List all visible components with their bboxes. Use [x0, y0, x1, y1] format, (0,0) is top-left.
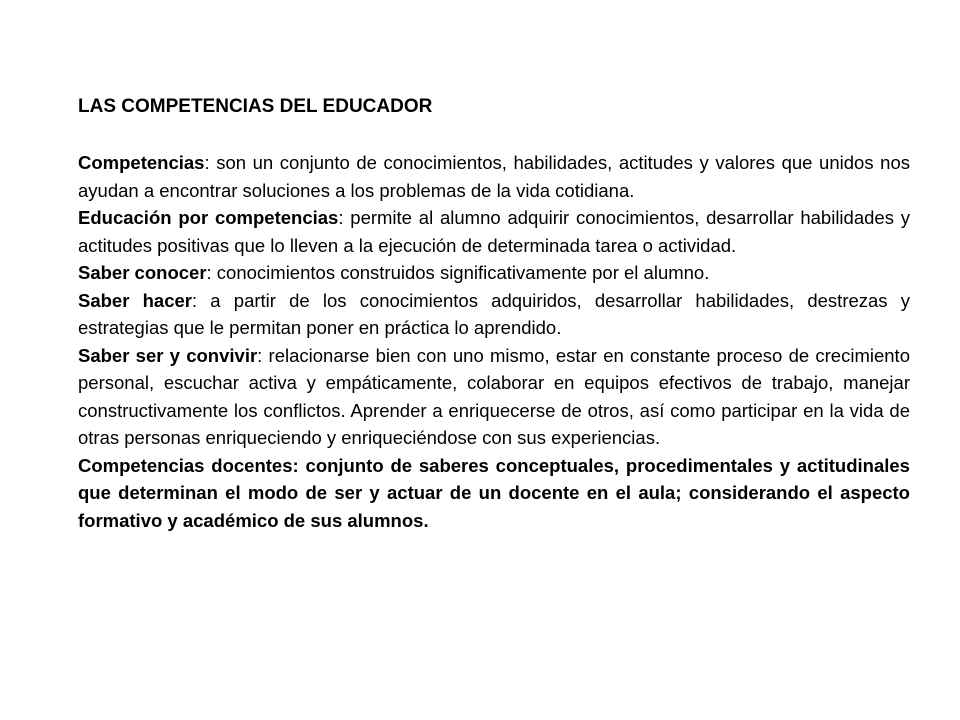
definition-competencias	[78, 149, 910, 204]
document-title: LAS COMPETENCIAS DEL EDUCADOR	[78, 96, 433, 117]
definition-term: Educación por competencias	[78, 207, 339, 228]
definition-term: Saber conocer	[78, 262, 207, 283]
definition-text: son un conjunto de conocimientos, habilidades, actitudes y valores que unidos nos ayudan a encontrar soluciones a los problemas de la vida cotidiana.	[78, 152, 910, 201]
definition-term: Competencias	[78, 152, 205, 173]
definition-text: conjunto de saberes conceptuales, procedimentales y actitudinales que determinan el modo de ser y actuar de un docente en el aula; considerando el aspecto formativo y académico de sus alumnos.	[78, 454, 910, 531]
definition-text: relacionarse bien con uno mismo, estar en constante proceso de crecimiento personal, escuchar activa y empáticamente, colaborar en equipos efectivos de trabajo, manejar constructivamente los conflictos. Aprender a enriquecerse de otros, así como participar en la vida de otras personas enriqueciendo y enriqueciéndose con sus experiencias.	[78, 344, 910, 448]
definition-separator: :	[292, 454, 299, 476]
definition-competencias-docentes	[78, 452, 910, 535]
definition-term: Saber hacer	[78, 289, 192, 311]
definition-term: Saber ser y convivir	[78, 344, 258, 366]
definition-separator: :	[257, 344, 263, 366]
definition-educacion-por-competencias	[78, 204, 910, 259]
slide-content	[78, 93, 910, 534]
definition-separator: :	[204, 152, 210, 173]
definition-separator: :	[191, 289, 198, 311]
definition-saber-conocer	[78, 259, 910, 287]
definition-text: permite al alumno adquirir conocimientos, desarrollar habilidades y actitudes positivas que lo lleven a la ejecución de determinada tarea o actividad.	[78, 207, 910, 256]
definition-separator: :	[338, 207, 344, 228]
definition-term: Competencias docentes	[78, 454, 293, 476]
definition-separator: :	[206, 262, 212, 283]
definition-saber-ser-y-convivir	[78, 342, 910, 452]
definition-text: conocimientos construidos significativamente por el alumno.	[211, 262, 710, 283]
definition-text: a partir de los conocimientos adquiridos, desarrollar habilidades, destrezas y estrategias que le permitan poner en práctica lo aprendido.	[78, 289, 910, 338]
definition-saber-hacer	[78, 287, 910, 342]
